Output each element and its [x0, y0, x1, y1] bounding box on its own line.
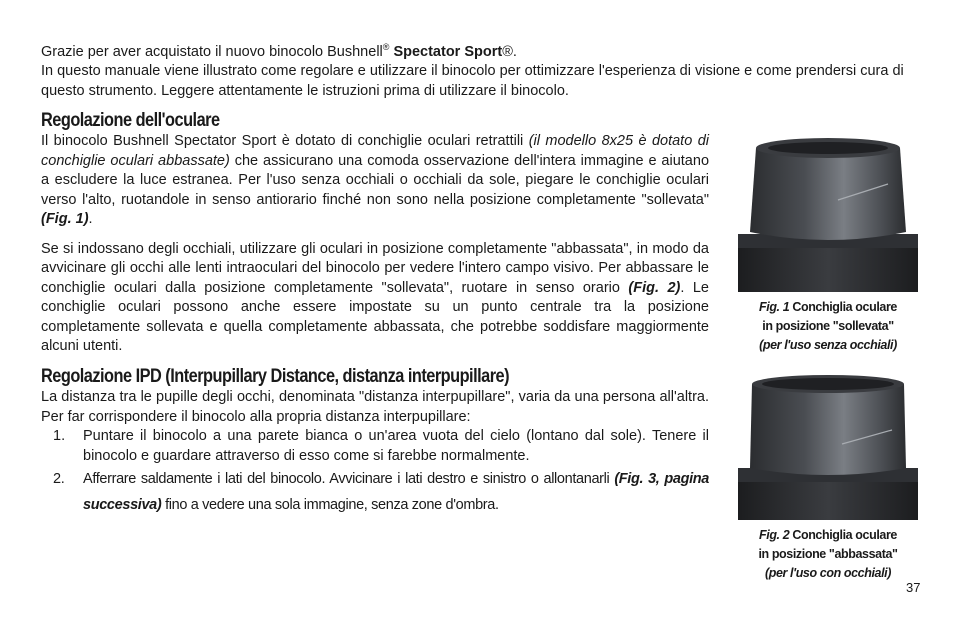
product-name: Spectator Sport [393, 43, 503, 60]
ocular-paragraph-1: Il binocolo Bushnell Spectator Sport è dotato di conchiglie oculari retrattili (il modello 8x25 è dotato di conchiglie oculari abbassate) che assicurano una comoda osservazione dell'intera immagine e aiutano a escludere la luce estranea. Per l'uso senza occhiali o occhiali da sole, piegare le conchiglie oculari verso l'alto, ruotandole in senso antiorario finché non sono nella posizione completamente "sollevata" (Fig. 1). [41, 133, 710, 227]
ipd-intro: La distanza tra le pupille degli occhi, denominata "distanza interpupillare", varia da una persona all'altra. Per far corrispondere il binocolo alla propria distanza interpupillare: [41, 389, 709, 425]
intro-line-2: In questo manuale viene illustrato come regolare e utilizzare il binocolo per ottimizzare l'esperienza di visione e come prendersi cura di questo strumento. Leggere attentamente le istruzioni prima di utilizzare il binocolo. [41, 63, 904, 99]
ocular-section-body [41, 132, 709, 367]
ipd-step-2: 2. Afferrare saldamente i lati del binocolo. Avvicinare i lati destro e sinistro o allontanarli (Fig. 3, pagina successiva) fino a vedere una sola immagine, senza zone d'ombra. [53, 471, 709, 513]
eyecup-lowered-image [738, 372, 918, 520]
figure-2 [738, 372, 918, 583]
figure-1-caption: Fig. 1 Conchiglia oculare in posizione "sollevata" (per l'uso senza occhiali) [759, 300, 897, 352]
fig3-reference: (Fig. 3, pagina successiva) [83, 471, 709, 513]
figure-2-caption: Fig. 2 Conchiglia oculare in posizione "abbassata" (per l'uso con occhiali) [758, 528, 898, 580]
ipd-section-body [41, 388, 709, 518]
ipd-step-1: 1. Puntare il binocolo a una parete bianca o un'area vuota del cielo (lontano dal sole). Tenere il binocolo e guardare attraverso di esso come si farebbe normalmente. [53, 428, 709, 464]
eyecup-raised-image [738, 134, 918, 292]
intro-line-1: Grazie per aver acquistato il nuovo binocolo Bushnell® Spectator Sport®. [41, 42, 517, 60]
fig2-reference: (Fig. 2) [628, 279, 681, 296]
ipd-steps-list [41, 427, 709, 518]
intro-section [41, 38, 921, 101]
page-number: 37 [906, 580, 921, 595]
figure-1 [738, 134, 918, 355]
fig1-reference: (Fig. 1) [41, 211, 89, 227]
heading-ocular-adjustment: Regolazione dell'oculare [41, 110, 220, 131]
ocular-paragraph-2: Se si indossano degli occhiali, utilizzare gli oculari in posizione completamente "abbassata", in modo da avvicinare gli occhi alle lenti intraoculari del binocolo per vedere l'intero campo visivo. Per abbassare le conchiglie oculari dalla posizione completamente "sollevata", ruotare in senso orario (Fig. 2). Le conchiglie oculari possono anche essere impostate su un punto centrale tra la posizione completamente sollevata e quella completamente abbassata, che potrebbe soddisfare maggiormente alcuni utenti. [41, 240, 709, 354]
heading-ipd-adjustment: Regolazione IPD (Interpupillary Distance, distanza interpupillare) [41, 366, 510, 387]
